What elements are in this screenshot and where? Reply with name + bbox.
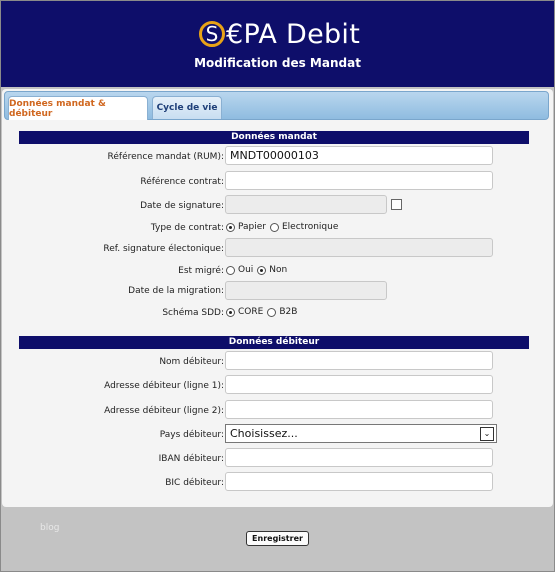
ref-signature-input[interactable] — [225, 238, 493, 257]
date-signature-label: Date de signature: — [140, 201, 224, 211]
save-button[interactable]: Enregistrer — [246, 531, 309, 546]
sepa-logo-ring-icon: S — [199, 21, 225, 47]
radio-papier[interactable] — [226, 223, 235, 232]
radio-papier-label: Papier — [238, 222, 266, 232]
section-header-mandat: Données mandat — [19, 131, 529, 143]
radio-oui[interactable] — [226, 266, 235, 275]
iban-input[interactable] — [225, 448, 493, 467]
schema-radio-group — [226, 307, 301, 317]
radio-core[interactable] — [226, 308, 235, 317]
date-signature-input[interactable] — [225, 195, 387, 214]
pays-select-value: Choisissez... — [230, 427, 298, 440]
date-migration-input[interactable] — [225, 281, 387, 300]
type-contrat-label: Type de contrat: — [150, 223, 224, 233]
bic-input[interactable] — [225, 472, 493, 491]
nom-input[interactable] — [225, 351, 493, 370]
adresse1-input[interactable] — [225, 375, 493, 394]
date-migration-label: Date de la migration: — [128, 286, 224, 296]
bic-label: BIC débiteur: — [165, 478, 224, 488]
pays-label: Pays débiteur: — [159, 430, 224, 440]
contrat-label: Référence contrat: — [140, 177, 224, 187]
header-banner — [1, 1, 554, 87]
radio-electronique[interactable] — [270, 223, 279, 232]
tab-cycle-de-vie[interactable]: Cycle de vie — [152, 96, 222, 119]
pays-select[interactable] — [225, 424, 497, 443]
iban-label: IBAN débiteur: — [158, 454, 224, 464]
signature-checkbox[interactable] — [391, 199, 402, 210]
radio-b2b[interactable] — [267, 308, 276, 317]
adresse1-label: Adresse débiteur (ligne 1): — [104, 381, 224, 391]
est-migre-label: Est migré: — [178, 266, 224, 276]
section-rule — [19, 348, 529, 349]
ref-signature-label: Ref. signature électonique: — [103, 244, 224, 254]
radio-non[interactable] — [257, 266, 266, 275]
nom-label: Nom débiteur: — [159, 357, 224, 367]
schema-label: Schéma SDD: — [162, 308, 224, 318]
radio-core-label: CORE — [238, 307, 264, 317]
radio-non-label: Non — [269, 265, 288, 275]
tab-bar — [4, 91, 549, 120]
adresse2-input[interactable] — [225, 400, 493, 419]
adresse2-label: Adresse débiteur (ligne 2): — [104, 406, 224, 416]
page-title: Modification des Mandat — [194, 56, 361, 70]
sepa-logo — [199, 15, 360, 53]
radio-b2b-label: B2B — [279, 307, 298, 317]
logo-text: €PA Debit — [226, 18, 361, 50]
est-migre-radio-group — [226, 265, 291, 275]
section-header-debiteur: Données débiteur — [19, 336, 529, 348]
radio-oui-label: Oui — [238, 265, 254, 275]
contrat-input[interactable] — [225, 171, 493, 190]
rum-label: Référence mandat (RUM): — [107, 152, 224, 162]
rum-input[interactable]: MNDT00000103 — [225, 146, 493, 165]
section-rule — [19, 143, 529, 144]
tab-donnees-mandat[interactable]: Données mandat & débiteur — [8, 96, 148, 120]
chevron-down-icon[interactable]: ⌄ — [480, 427, 494, 441]
blog-link[interactable]: blog — [40, 523, 60, 533]
type-contrat-radio-group — [226, 222, 342, 232]
radio-electronique-label: Electronique — [282, 222, 339, 232]
